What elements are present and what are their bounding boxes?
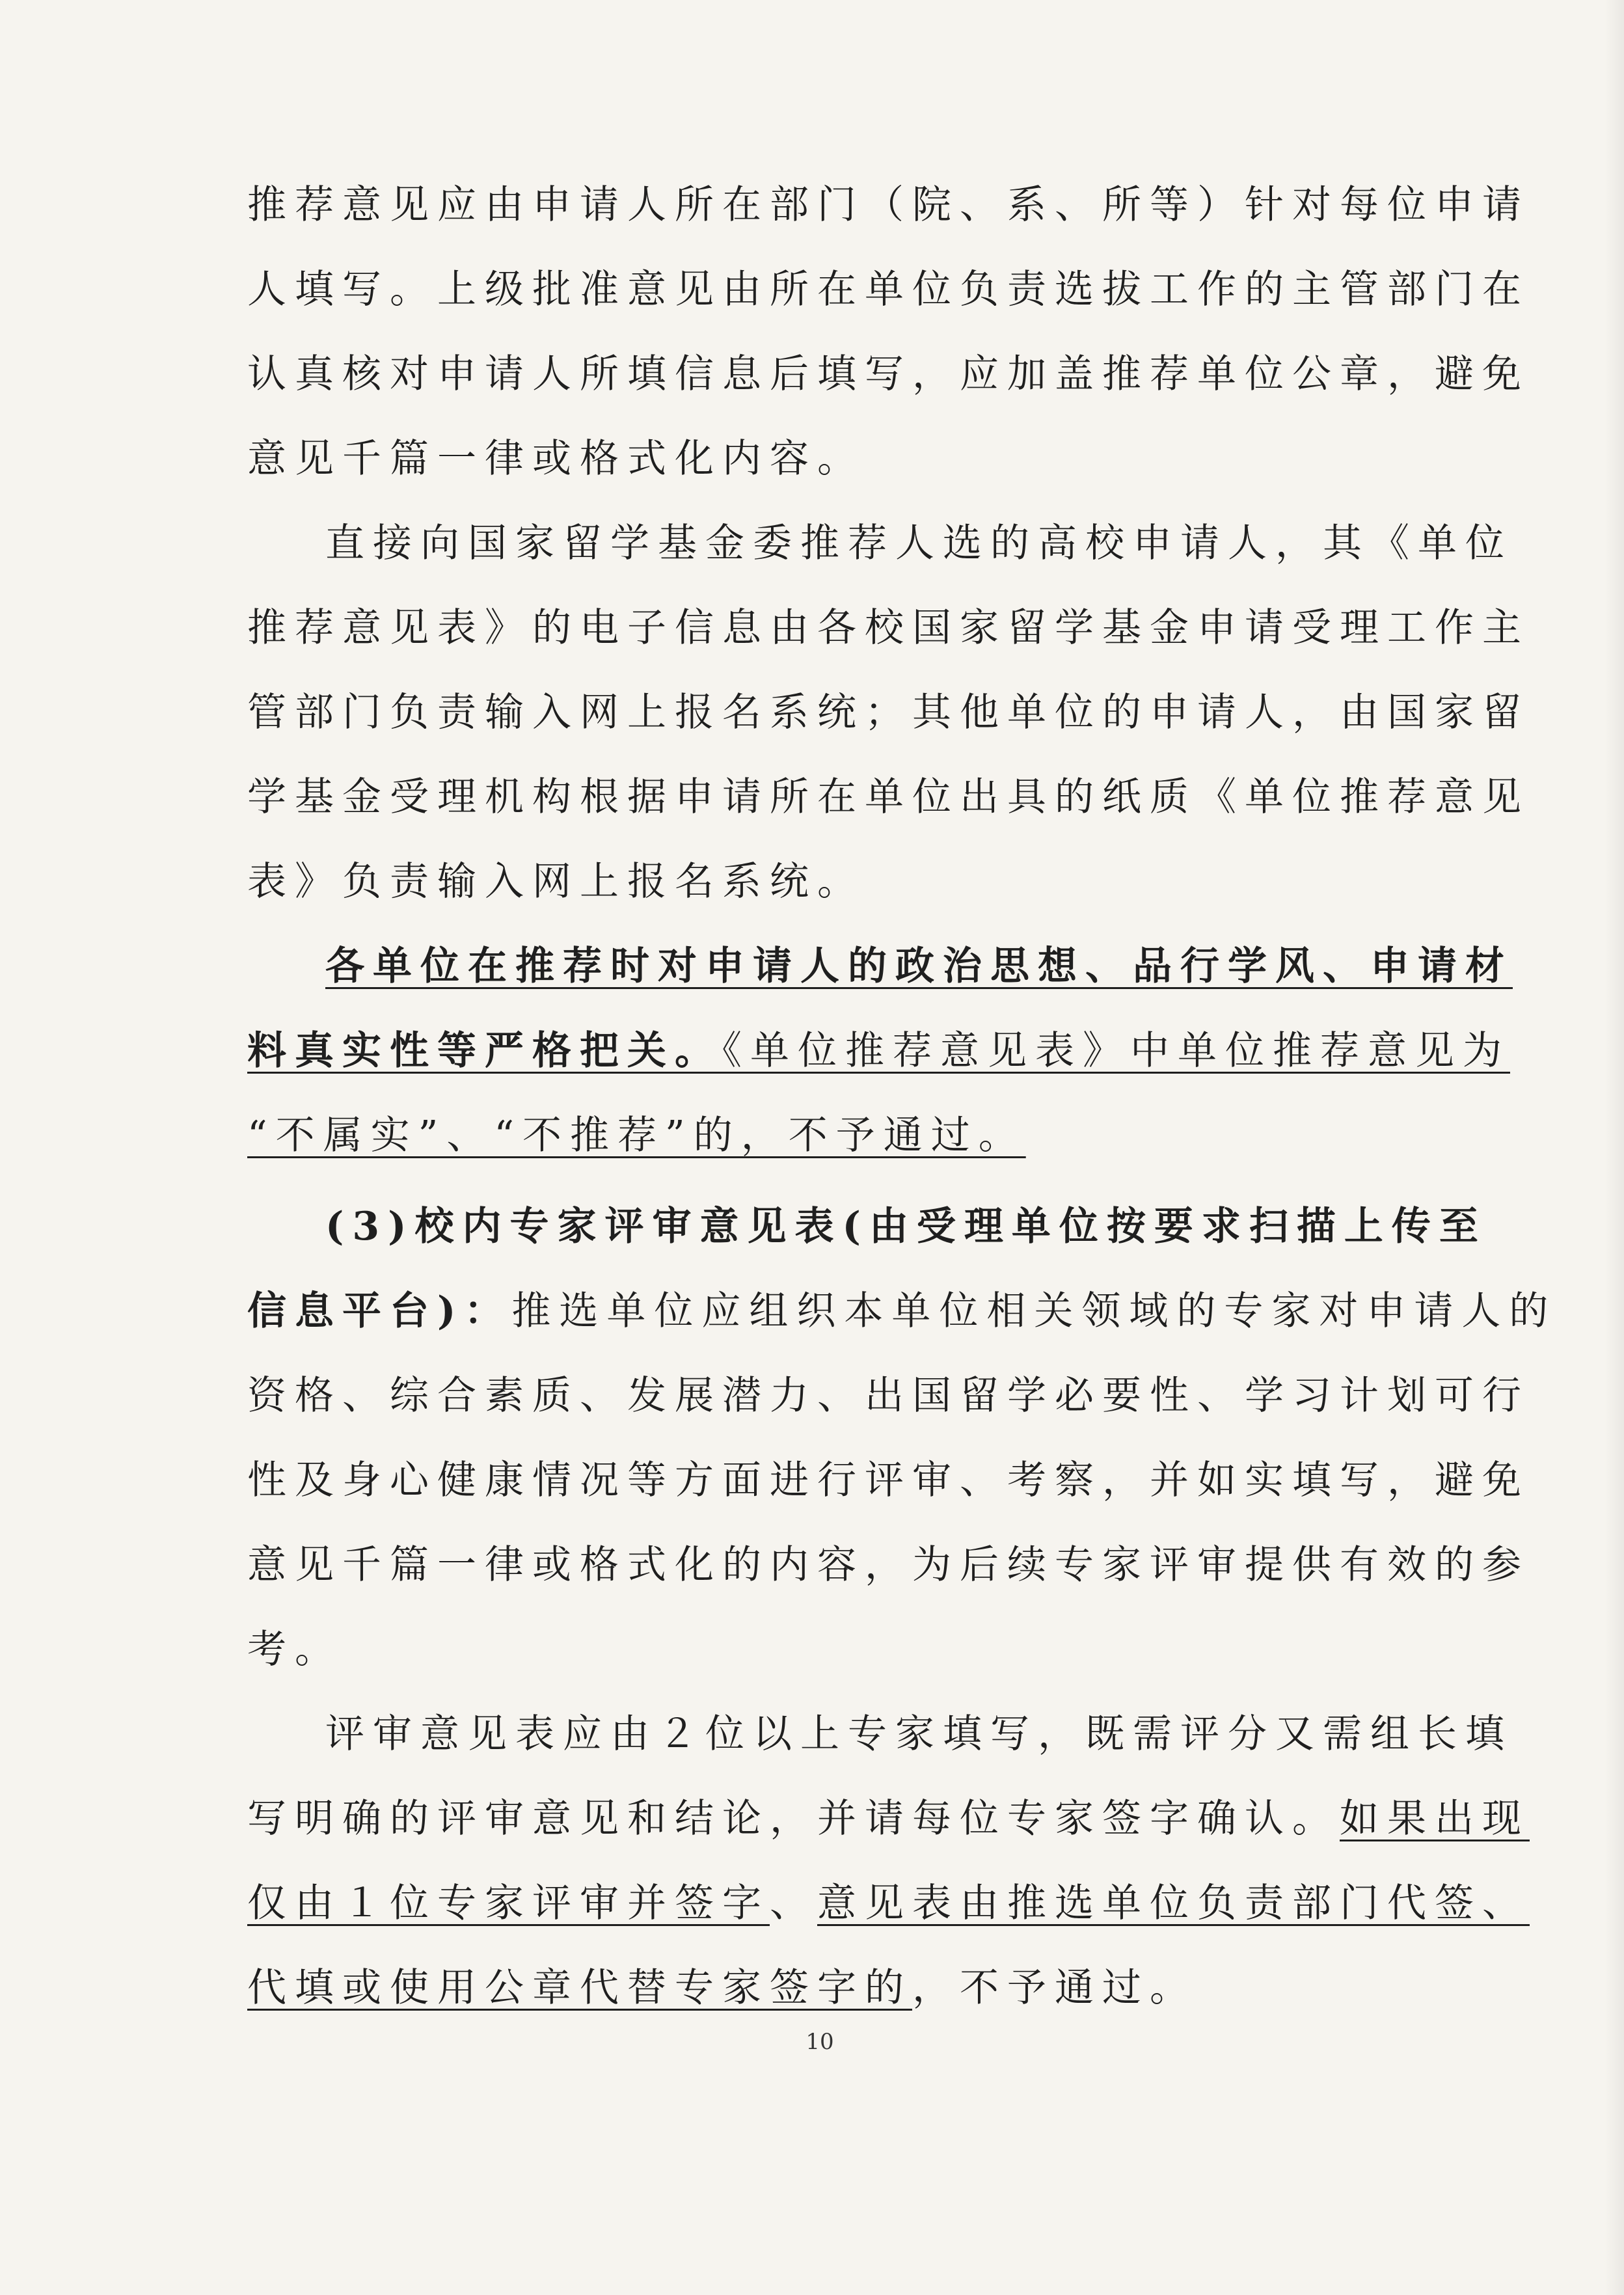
text-segment: 写明确的评审意见和结论，并请每位专家签字确认。 bbox=[247, 1796, 1340, 1841]
text-segment: 、 bbox=[770, 1881, 817, 1926]
mixed-line bbox=[247, 1867, 1530, 1939]
mixed-underlined-line bbox=[247, 1015, 1510, 1087]
section-heading: (3)校内专家评审意见表(由受理单位按要求扫描上传至 bbox=[325, 1204, 1487, 1249]
text-segment: 推选单位应组织本单位相关领域的专家对申请人的 bbox=[511, 1288, 1557, 1334]
mixed-heading-line bbox=[247, 1275, 1557, 1347]
text-line: 直接向国家留学基金委推荐人选的高校申请人，其《单位 bbox=[325, 521, 1513, 566]
text-line: 人填写。上级批准意见由所在单位负责选拔工作的主管部门在 bbox=[247, 267, 1530, 312]
text-segment: ，不予通过。 bbox=[912, 1965, 1197, 2011]
heading-tail: 信息平台)： bbox=[247, 1288, 512, 1334]
text-line: 学基金受理机构根据申请所在单位出具的纸质《单位推荐意见 bbox=[247, 774, 1530, 820]
mixed-line bbox=[247, 1952, 1405, 2024]
text-line: 推荐意见表》的电子信息由各校国家留学基金申请受理工作主 bbox=[247, 605, 1530, 651]
page-number: 10 bbox=[805, 2029, 834, 2055]
underlined-line: “不属实”、“不推荐”的，不予通过。 bbox=[247, 1113, 1026, 1158]
mixed-line bbox=[247, 1783, 1530, 1854]
text-line: 推荐意见应由申请人所在部门（院、系、所等）针对每位申请 bbox=[247, 182, 1530, 228]
scan-edge bbox=[1604, 0, 1624, 2295]
bold-underlined-line: 各单位在推荐时对申请人的政治思想、品行学风、申请材 bbox=[325, 944, 1513, 989]
text-line: 意见千篇一律或格式化内容。 bbox=[247, 436, 865, 482]
text-line: 性及身心健康情况等方面进行评审、考察，并如实填写，避免 bbox=[247, 1458, 1530, 1503]
text-line: 评审意见表应由２位以上专家填写，既需评分又需组长填 bbox=[325, 1711, 1513, 1757]
text-line: 认真核对申请人所填信息后填写，应加盖推荐单位公章，避免 bbox=[247, 351, 1530, 397]
text-line: 资格、综合素质、发展潜力、出国留学必要性、学习计划可行 bbox=[247, 1373, 1530, 1419]
bold-underlined-segment: 料真实性等严格把关。 bbox=[247, 1028, 722, 1074]
text-line: 意见千篇一律或格式化的内容，为后续专家评审提供有效的参 bbox=[247, 1542, 1530, 1588]
underlined-segment: 如果出现 bbox=[1340, 1796, 1530, 1841]
underlined-segment: 意见表由推选单位负责部门代签、 bbox=[817, 1881, 1530, 1926]
text-line: 表》负责输入网上报名系统。 bbox=[247, 859, 865, 904]
underlined-segment: 代填或使用公章代替专家签字的 bbox=[247, 1965, 912, 2011]
underlined-segment: 仅由１位专家评审并签字 bbox=[247, 1881, 770, 1926]
text-line: 管部门负责输入网上报名系统；其他单位的申请人，由国家留 bbox=[247, 690, 1530, 735]
underlined-segment: 《单位推荐意见表》中单位推荐意见为 bbox=[722, 1028, 1510, 1074]
text-line: 考。 bbox=[247, 1627, 342, 1672]
